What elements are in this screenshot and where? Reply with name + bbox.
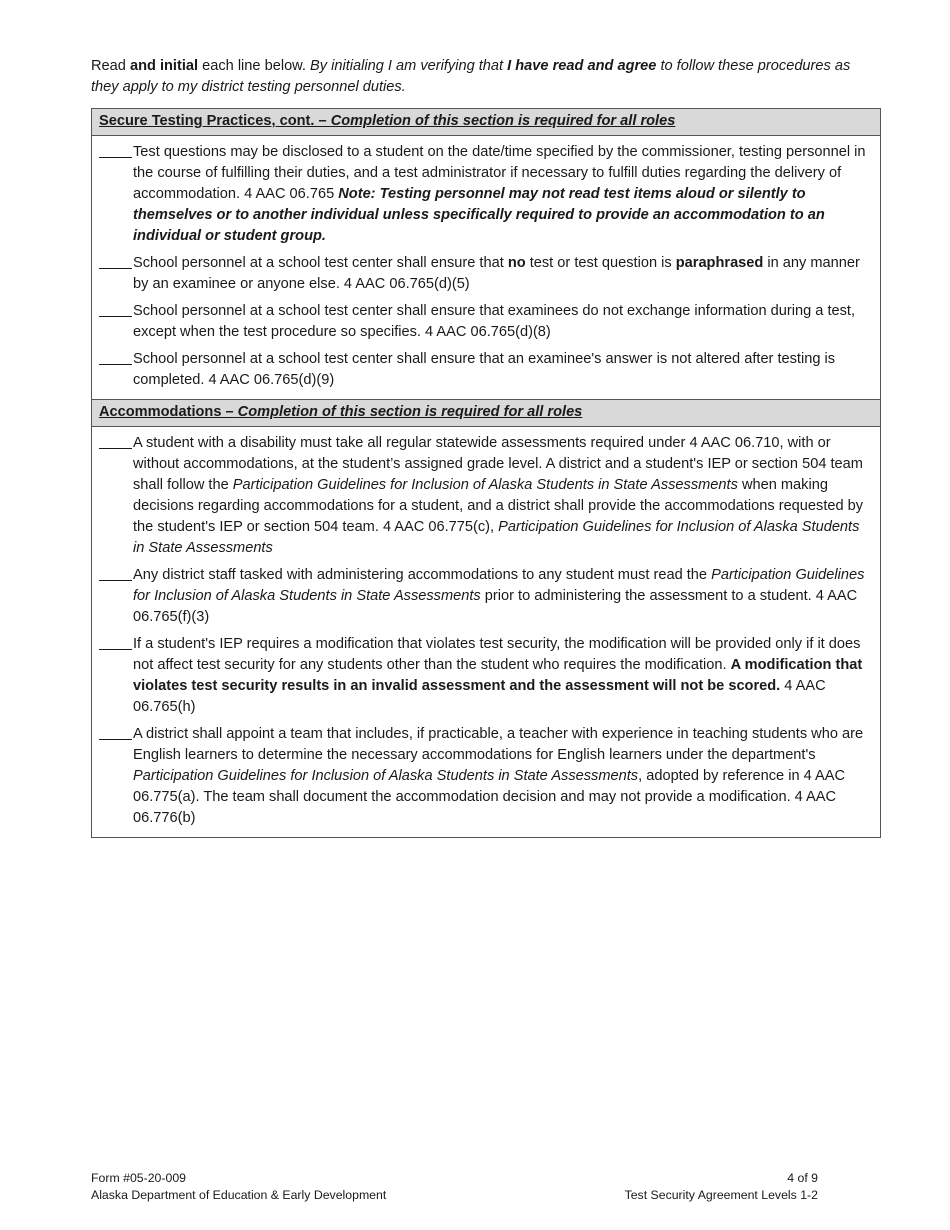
intro-italic: By initialing I am verifying that [310, 58, 508, 74]
document-title: Test Security Agreement Levels 1-2 [624, 1188, 818, 1202]
item-text: , adopted by reference in 4 AAC 06.775(a). The team shall document the accommodation decision and may not provide a modification. 4 AAC 06.776(b) [133, 768, 845, 826]
item-text: School personnel at a school test center shall ensure that [133, 255, 508, 271]
item-citation-title: Participation Guidelines for Inclusion of Alaska Students in State Assessments [232, 477, 738, 493]
item-text: Any district staff tasked with administering accommodations to any student must read the [133, 567, 712, 583]
item-text: School personnel at a school test center shall ensure that examinees do not exchange information during a test, except when the test procedure so specifies. 4 AAC 06.765(d)(8) [133, 303, 856, 340]
item-text: A student with a disability must take all regular statewide assessments required under 4 AAC 06.710, with or without accommodations, at the student’s assigned grade level. A district and a student's IEP or section 504 team shall follow the [133, 435, 863, 493]
item-text: prior to administering the assessment to a student. 4 AAC 06.765(f)(3) [133, 588, 858, 625]
form-number: Form #05-20-009 [91, 1171, 187, 1185]
section-title: Secure Testing Practices, cont. – [99, 113, 331, 129]
footer-left [91, 1170, 386, 1204]
document-page [91, 56, 881, 838]
item-emphasis: A modification that violates test security results in an invalid assessment and the assessment will not be scored. [133, 657, 863, 694]
item-text: when making decisions regarding accommodations for a student, and a district shall provide the accommodations requested by the student's IEP or section 504 team. 4 AAC 06.775(c), [133, 477, 864, 535]
section-subtitle: Completion of this section is required for all roles [330, 113, 676, 129]
section-title: Accommodations – [99, 404, 238, 420]
initial-blank[interactable] [99, 316, 132, 317]
initial-line-item [99, 142, 872, 247]
initial-line-item [99, 301, 872, 343]
agreement-table [91, 108, 881, 838]
item-text: School personnel at a school test center shall ensure that an examinee's answer is not altered after testing is completed. 4 AAC 06.765(d)(9) [133, 351, 836, 388]
item-text: If a student's IEP requires a modification that violates test security, the modification will be provided only if it does not affect test security for any students other than the student who requires the modification. [133, 636, 861, 673]
section-subtitle: Completion of this section is required for all roles [237, 404, 583, 420]
section-items-accommodations [92, 427, 880, 837]
initial-line-item [99, 724, 872, 829]
footer-right [625, 1170, 818, 1204]
item-text: in any manner by an examinee or anyone else. 4 AAC 06.765(d)(5) [133, 255, 860, 292]
item-citation-title: Participation Guidelines for Inclusion of Alaska Students in State Assessments [133, 768, 639, 784]
item-text: 4 AAC 06.765(h) [133, 678, 826, 715]
intro-text: each line below. [198, 58, 311, 74]
intro-emphasis: I have read and agree [507, 58, 657, 74]
section-items-secure-testing [92, 136, 880, 399]
section-header-secure-testing [92, 109, 880, 136]
item-note: Note: Testing personnel may not read test items aloud or silently to themselves or to another individual unless specifically required to provide an accommodation to an individual or student group. [133, 186, 825, 244]
initial-line-item [99, 565, 872, 628]
intro-instructions [91, 56, 881, 98]
initial-blank[interactable] [99, 364, 132, 365]
page-number: 4 of 9 [787, 1171, 818, 1185]
intro-text: Read [91, 58, 130, 74]
initial-line-item [99, 433, 872, 559]
item-citation-title: Participation Guidelines for Inclusion of Alaska Students in State Assessments [133, 519, 860, 556]
initial-line-item [99, 634, 872, 718]
item-text: A district shall appoint a team that includes, if practicable, a teacher with experience in teaching students who are English learners to determine the necessary accommodations for English learners under the department's [133, 726, 864, 763]
intro-italic: to follow these procedures as they apply to my district testing personnel duties. [91, 58, 851, 95]
item-emphasis: no [507, 255, 526, 271]
initial-blank[interactable] [99, 157, 132, 158]
initial-blank[interactable] [99, 448, 132, 449]
initial-blank[interactable] [99, 580, 132, 581]
item-emphasis: paraphrased [675, 255, 764, 271]
initial-line-item [99, 253, 872, 295]
item-citation-title: Participation Guidelines for Inclusion of Alaska Students in State Assessments [133, 567, 865, 604]
item-text: test or test question is [525, 255, 676, 271]
department-name: Alaska Department of Education & Early Development [91, 1188, 387, 1202]
initial-blank[interactable] [99, 649, 132, 650]
initial-blank[interactable] [99, 739, 132, 740]
intro-emphasis: and initial [129, 58, 199, 74]
initial-blank[interactable] [99, 268, 132, 269]
item-text: Test questions may be disclosed to a student on the date/time specified by the commissioner, testing personnel in the course of fulfilling their duties, and a test administrator if necessary to fulfill duties regarding the delivery of accommodation. 4 AAC 06.765 [133, 144, 866, 202]
initial-line-item [99, 349, 872, 391]
section-header-accommodations [92, 399, 880, 427]
